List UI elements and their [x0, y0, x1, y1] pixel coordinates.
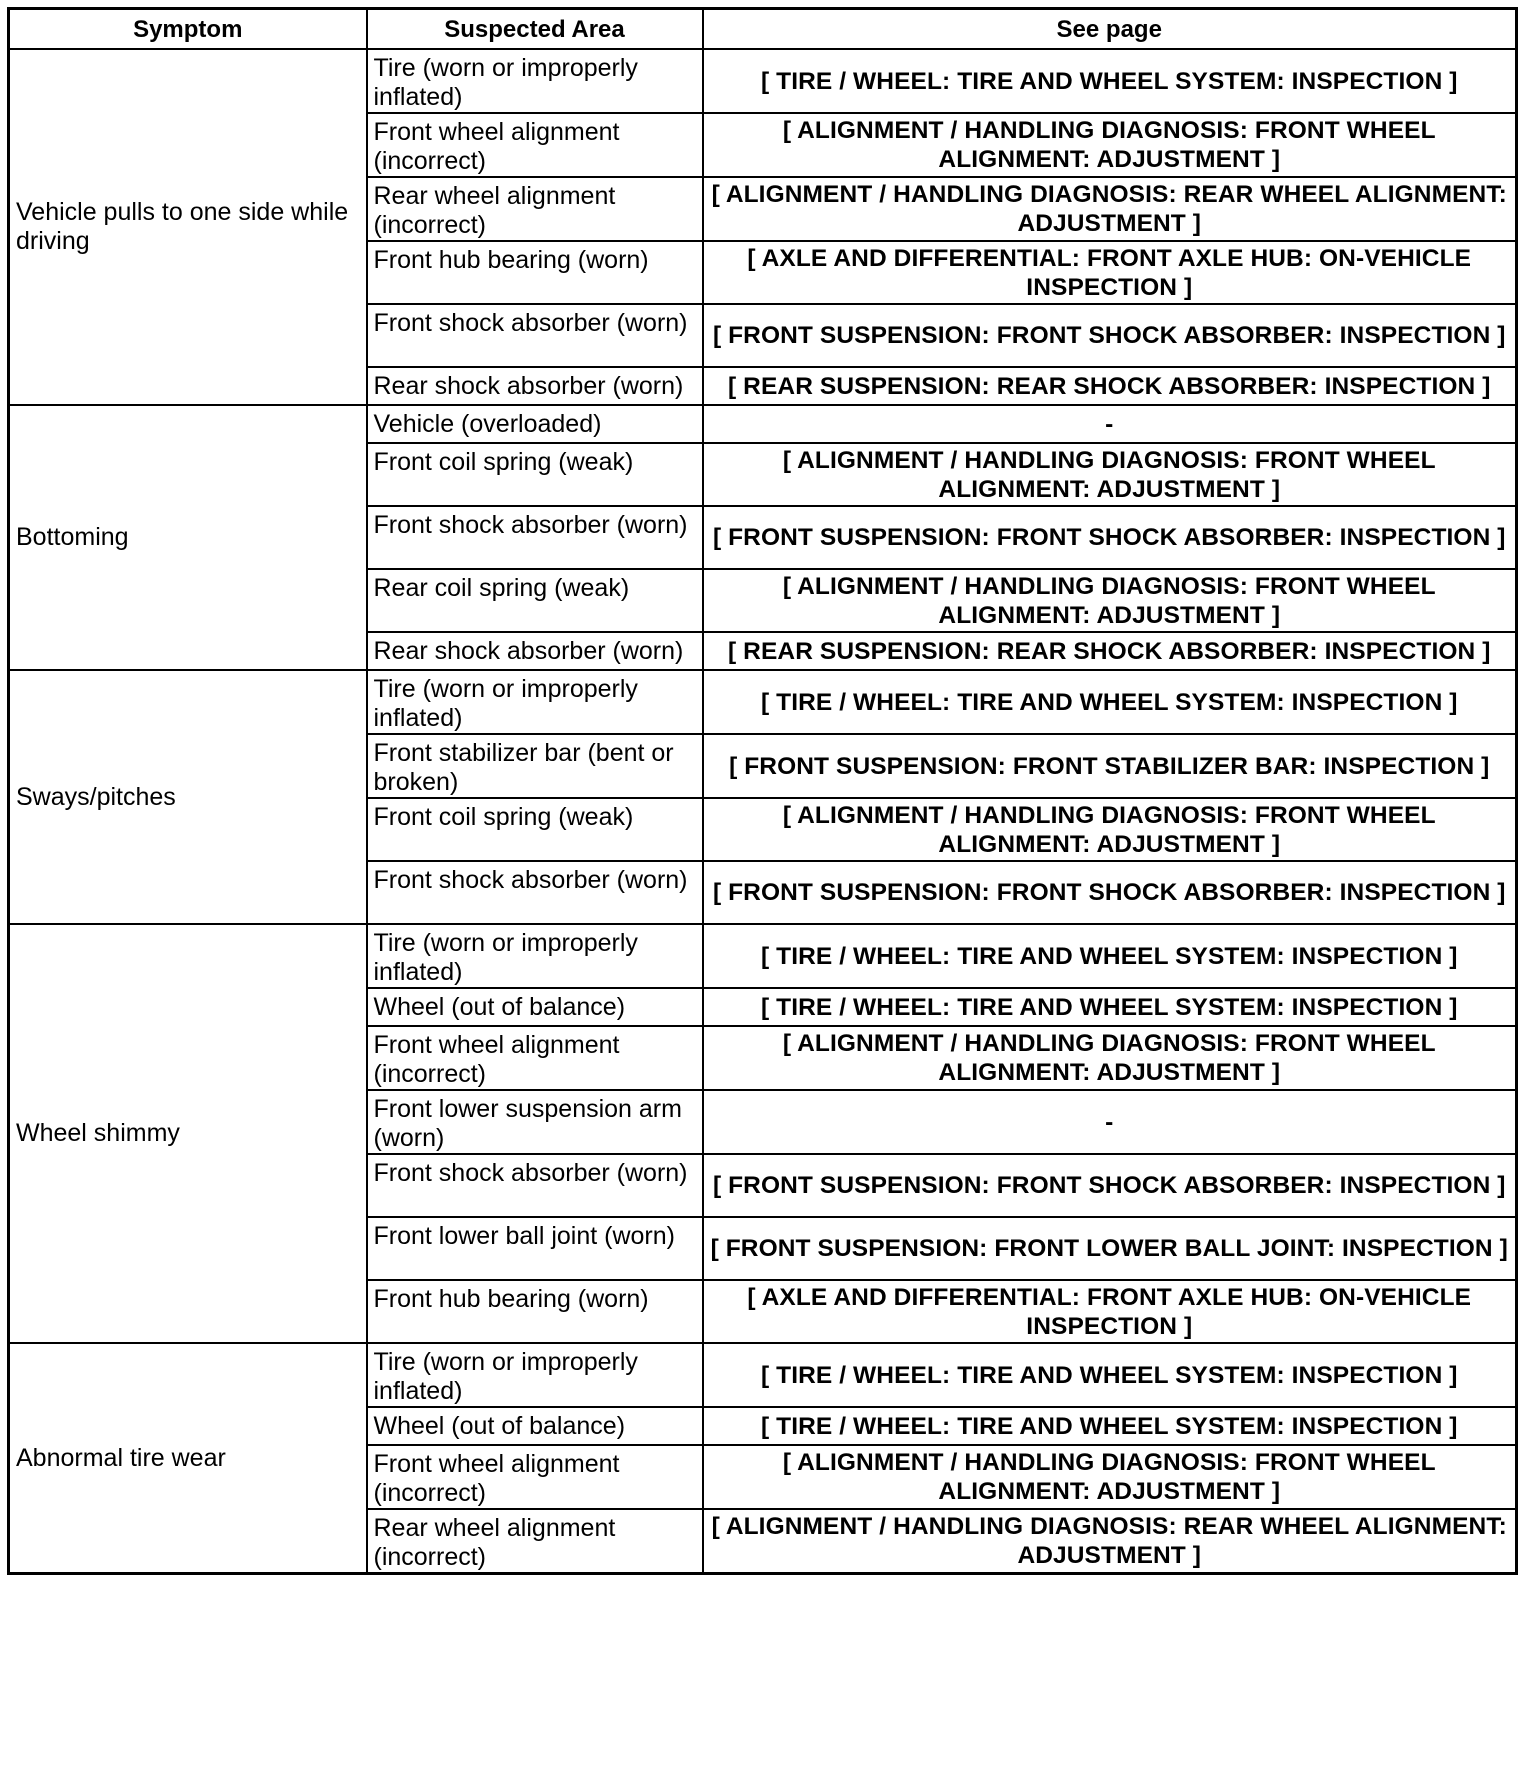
suspected-area-cell: Front lower suspension arm (worn)	[367, 1090, 703, 1154]
table-row	[9, 924, 1517, 988]
suspected-area-cell: Front wheel alignment (incorrect)	[367, 113, 703, 177]
suspected-area-cell: Front shock absorber (worn)	[367, 506, 703, 569]
see-page-reference: [ ALIGNMENT / HANDLING DIAGNOSIS: FRONT WHEEL ALIGNMENT: ADJUSTMENT ]	[703, 113, 1517, 177]
see-page-reference: -	[703, 1090, 1517, 1154]
table-body	[9, 49, 1517, 1574]
diagnosis-table	[7, 7, 1518, 1575]
see-page-reference: [ AXLE AND DIFFERENTIAL: FRONT AXLE HUB: ON-VEHICLE INSPECTION ]	[703, 1280, 1517, 1343]
see-page-reference: [ REAR SUSPENSION: REAR SHOCK ABSORBER: INSPECTION ]	[703, 632, 1517, 670]
symptom-cell: Wheel shimmy	[9, 924, 367, 1343]
symptom-cell: Bottoming	[9, 405, 367, 670]
suspected-area-cell: Front coil spring (weak)	[367, 798, 703, 861]
suspected-area-cell: Front lower ball joint (worn)	[367, 1217, 703, 1280]
table-row	[9, 670, 1517, 734]
suspected-area-cell: Front hub bearing (worn)	[367, 241, 703, 304]
suspected-area-cell: Wheel (out of balance)	[367, 1407, 703, 1445]
suspected-area-cell: Rear shock absorber (worn)	[367, 632, 703, 670]
suspected-area-cell: Front shock absorber (worn)	[367, 304, 703, 367]
header-see-page: See page	[703, 9, 1517, 50]
header-row	[9, 9, 1517, 50]
suspected-area-cell: Front stabilizer bar (bent or broken)	[367, 734, 703, 798]
see-page-reference: [ FRONT SUSPENSION: FRONT STABILIZER BAR: INSPECTION ]	[703, 734, 1517, 798]
suspected-area-cell: Front shock absorber (worn)	[367, 1154, 703, 1217]
symptom-cell: Sways/pitches	[9, 670, 367, 924]
see-page-reference: [ REAR SUSPENSION: REAR SHOCK ABSORBER: INSPECTION ]	[703, 367, 1517, 405]
see-page-reference: [ ALIGNMENT / HANDLING DIAGNOSIS: REAR WHEEL ALIGNMENT: ADJUSTMENT ]	[703, 1509, 1517, 1574]
see-page-reference: [ TIRE / WHEEL: TIRE AND WHEEL SYSTEM: INSPECTION ]	[703, 1407, 1517, 1445]
see-page-reference: [ ALIGNMENT / HANDLING DIAGNOSIS: FRONT WHEEL ALIGNMENT: ADJUSTMENT ]	[703, 443, 1517, 506]
suspected-area-cell: Front coil spring (weak)	[367, 443, 703, 506]
see-page-reference: [ FRONT SUSPENSION: FRONT SHOCK ABSORBER: INSPECTION ]	[703, 304, 1517, 367]
see-page-reference: [ ALIGNMENT / HANDLING DIAGNOSIS: FRONT WHEEL ALIGNMENT: ADJUSTMENT ]	[703, 1445, 1517, 1509]
see-page-reference: [ TIRE / WHEEL: TIRE AND WHEEL SYSTEM: INSPECTION ]	[703, 49, 1517, 113]
symptom-cell: Vehicle pulls to one side while driving	[9, 49, 367, 405]
see-page-reference: [ TIRE / WHEEL: TIRE AND WHEEL SYSTEM: INSPECTION ]	[703, 988, 1517, 1026]
suspected-area-cell: Rear shock absorber (worn)	[367, 367, 703, 405]
header-suspected-area: Suspected Area	[367, 9, 703, 50]
table-row	[9, 405, 1517, 443]
table-row	[9, 1343, 1517, 1407]
suspected-area-cell: Front shock absorber (worn)	[367, 861, 703, 924]
see-page-reference: [ ALIGNMENT / HANDLING DIAGNOSIS: REAR WHEEL ALIGNMENT: ADJUSTMENT ]	[703, 177, 1517, 241]
see-page-reference: -	[703, 405, 1517, 443]
suspected-area-cell: Tire (worn or improperly inflated)	[367, 49, 703, 113]
see-page-reference: [ FRONT SUSPENSION: FRONT SHOCK ABSORBER: INSPECTION ]	[703, 506, 1517, 569]
see-page-reference: [ ALIGNMENT / HANDLING DIAGNOSIS: FRONT WHEEL ALIGNMENT: ADJUSTMENT ]	[703, 569, 1517, 632]
suspected-area-cell: Front hub bearing (worn)	[367, 1280, 703, 1343]
suspected-area-cell: Wheel (out of balance)	[367, 988, 703, 1026]
see-page-reference: [ AXLE AND DIFFERENTIAL: FRONT AXLE HUB: ON-VEHICLE INSPECTION ]	[703, 241, 1517, 304]
see-page-reference: [ ALIGNMENT / HANDLING DIAGNOSIS: FRONT WHEEL ALIGNMENT: ADJUSTMENT ]	[703, 798, 1517, 861]
suspected-area-cell: Vehicle (overloaded)	[367, 405, 703, 443]
see-page-reference: [ FRONT SUSPENSION: FRONT LOWER BALL JOINT: INSPECTION ]	[703, 1217, 1517, 1280]
see-page-reference: [ TIRE / WHEEL: TIRE AND WHEEL SYSTEM: INSPECTION ]	[703, 670, 1517, 734]
suspected-area-cell: Rear wheel alignment (incorrect)	[367, 177, 703, 241]
see-page-reference: [ TIRE / WHEEL: TIRE AND WHEEL SYSTEM: INSPECTION ]	[703, 1343, 1517, 1407]
see-page-reference: [ TIRE / WHEEL: TIRE AND WHEEL SYSTEM: INSPECTION ]	[703, 924, 1517, 988]
see-page-reference: [ FRONT SUSPENSION: FRONT SHOCK ABSORBER: INSPECTION ]	[703, 861, 1517, 924]
header-symptom: Symptom	[9, 9, 367, 50]
see-page-reference: [ FRONT SUSPENSION: FRONT SHOCK ABSORBER: INSPECTION ]	[703, 1154, 1517, 1217]
suspected-area-cell: Tire (worn or improperly inflated)	[367, 924, 703, 988]
document-page	[7, 7, 1515, 1575]
suspected-area-cell: Tire (worn or improperly inflated)	[367, 1343, 703, 1407]
suspected-area-cell: Rear wheel alignment (incorrect)	[367, 1509, 703, 1574]
suspected-area-cell: Front wheel alignment (incorrect)	[367, 1445, 703, 1509]
suspected-area-cell: Tire (worn or improperly inflated)	[367, 670, 703, 734]
symptom-cell: Abnormal tire wear	[9, 1343, 367, 1574]
see-page-reference: [ ALIGNMENT / HANDLING DIAGNOSIS: FRONT WHEEL ALIGNMENT: ADJUSTMENT ]	[703, 1026, 1517, 1090]
suspected-area-cell: Rear coil spring (weak)	[367, 569, 703, 632]
table-row	[9, 49, 1517, 113]
suspected-area-cell: Front wheel alignment (incorrect)	[367, 1026, 703, 1090]
